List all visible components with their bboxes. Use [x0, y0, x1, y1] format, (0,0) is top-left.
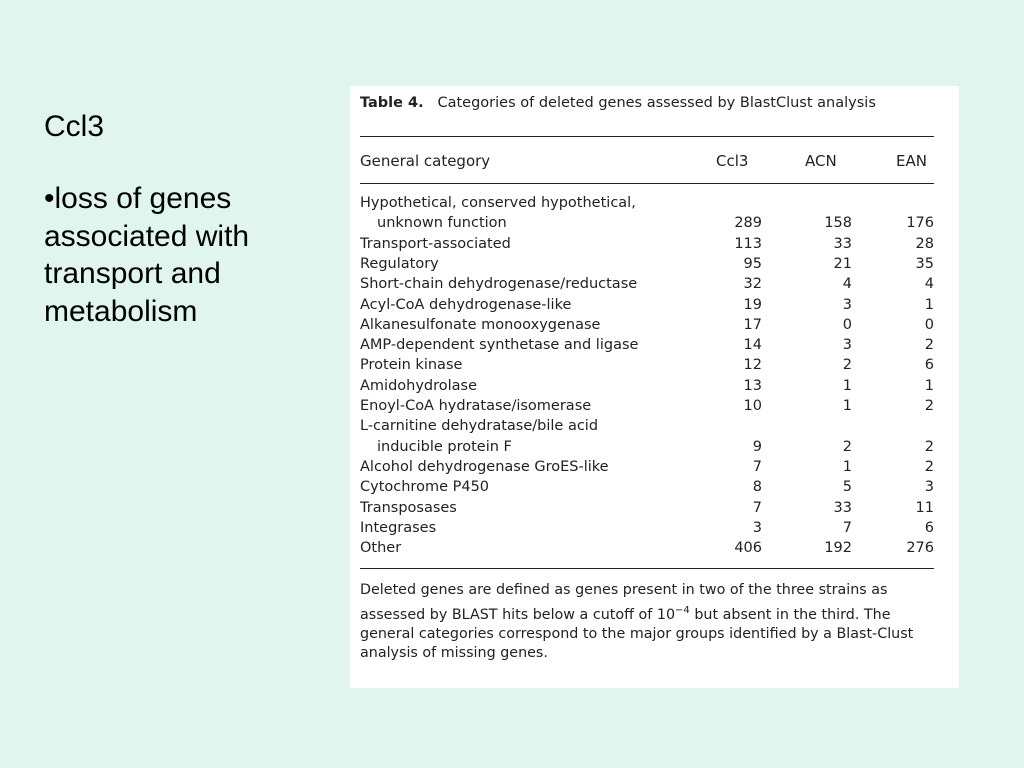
header-category: General category	[360, 152, 491, 170]
ccl3-cell: 17	[743, 316, 762, 333]
ean-cell: 1	[924, 296, 934, 313]
table-row	[360, 398, 934, 418]
ccl3-cell: 406	[734, 540, 762, 557]
category-cell: unknown function	[377, 215, 507, 232]
category-cell: Acyl-CoA dehydrogenase-like	[360, 296, 572, 313]
ccl3-cell: 14	[743, 337, 762, 354]
table-row	[360, 236, 934, 256]
table-row	[360, 276, 934, 296]
ccl3-cell: 113	[734, 235, 762, 252]
acn-cell: 1	[842, 398, 852, 414]
ccl3-cell: 10	[743, 398, 762, 414]
acn-cell: 158	[824, 215, 852, 232]
ccl3-cell: 12	[743, 357, 762, 374]
table-bottom-rule	[360, 568, 934, 569]
header-acn: ACN	[805, 152, 837, 170]
acn-cell: 5	[842, 479, 852, 496]
ean-cell: 2	[924, 398, 934, 414]
header-ccl3: Ccl3	[716, 152, 749, 170]
ean-cell: 276	[906, 540, 934, 557]
table-footnote	[360, 581, 942, 664]
caption-rule	[360, 136, 934, 137]
category-cell: Enoyl-CoA hydratase/isomerase	[360, 398, 592, 414]
category-cell: Hypothetical, conserved hypothetical,	[360, 195, 636, 211]
ean-cell: 6	[924, 519, 934, 536]
category-cell: Other	[360, 540, 402, 557]
ean-cell: 3	[924, 479, 934, 496]
table-label: Table 4.	[360, 95, 424, 111]
acn-cell: 2	[842, 438, 852, 455]
table-row	[360, 459, 934, 479]
ean-cell: 4	[924, 276, 934, 293]
table-caption-text: Categories of deleted genes assessed by BlastClust analysis	[437, 95, 876, 111]
ccl3-cell: 7	[752, 499, 762, 516]
acn-cell: 33	[833, 235, 852, 252]
ccl3-cell: 19	[743, 296, 762, 313]
ccl3-cell: 13	[743, 377, 762, 394]
table-row	[360, 520, 934, 540]
acn-cell: 33	[833, 499, 852, 516]
category-cell: Cytochrome P450	[360, 479, 490, 496]
ccl3-cell: 95	[743, 255, 762, 272]
acn-cell: 0	[842, 316, 852, 333]
category-cell: Transposases	[360, 499, 457, 516]
ean-cell: 1	[924, 377, 934, 394]
table-row	[360, 297, 934, 317]
ean-cell: 2	[924, 337, 934, 354]
acn-cell: 1	[842, 377, 852, 394]
category-cell: L-carnitine dehydratase/bile acid	[360, 418, 599, 435]
acn-cell: 21	[833, 255, 852, 272]
ccl3-cell: 8	[752, 479, 762, 496]
ccl3-cell: 32	[743, 276, 762, 293]
acn-cell: 192	[824, 540, 852, 557]
table-row	[360, 215, 934, 235]
acn-cell: 1	[842, 458, 852, 475]
table-row	[360, 540, 934, 560]
table-row	[360, 439, 934, 459]
category-cell: Amidohydrolase	[360, 377, 478, 394]
ean-cell: 35	[915, 255, 934, 272]
category-cell: Regulatory	[360, 255, 439, 272]
header-rule	[360, 183, 934, 184]
acn-cell: 7	[842, 519, 852, 536]
table-row	[360, 317, 934, 337]
ccl3-cell: 9	[752, 438, 762, 455]
category-cell: Integrases	[360, 519, 437, 536]
table-row	[360, 195, 934, 215]
footnote-exponent: −4	[675, 604, 690, 616]
table-row	[360, 418, 934, 438]
ean-cell: 11	[915, 499, 934, 516]
table-row	[360, 500, 934, 520]
table-panel	[350, 86, 959, 688]
category-cell: Alcohol dehydrogenase GroES-like	[360, 458, 609, 475]
category-cell: Protein kinase	[360, 357, 463, 374]
ccl3-cell: 3	[752, 519, 762, 536]
acn-cell: 3	[842, 296, 852, 313]
footnote-text-end: but absent in the third. The general categories correspond to the major groups identified by a Blast-Clust analysis of missing genes.	[360, 606, 914, 662]
ean-cell: 6	[924, 357, 934, 374]
ean-cell: 2	[924, 438, 934, 455]
slide-title: Ccl3	[44, 110, 105, 143]
header-ean: EAN	[896, 152, 927, 170]
category-cell: Alkanesulfonate monooxygenase	[360, 316, 601, 333]
category-cell: AMP-dependent synthetase and ligase	[360, 337, 639, 354]
category-cell: Transport-associated	[360, 235, 511, 252]
bullet-text: •loss of genes associated with transport and metabolism	[44, 182, 250, 328]
ean-cell: 2	[924, 458, 934, 475]
table-row	[360, 357, 934, 377]
ccl3-cell: 7	[752, 458, 762, 475]
table-row	[360, 337, 934, 357]
table-row	[360, 378, 934, 398]
acn-cell: 3	[842, 337, 852, 354]
table-row	[360, 256, 934, 276]
category-cell: inducible protein F	[377, 438, 512, 455]
table-caption	[360, 94, 940, 113]
acn-cell: 4	[842, 276, 852, 293]
footnote-text: Deleted genes are defined as genes present in two of the three strains as assessed by BLAST hits below a cutoff of 10	[360, 582, 888, 623]
table-row	[360, 479, 934, 499]
acn-cell: 2	[842, 357, 852, 374]
ccl3-cell: 289	[734, 215, 762, 232]
ean-cell: 0	[924, 316, 934, 333]
ean-cell: 176	[906, 215, 934, 232]
category-cell: Short-chain dehydrogenase/reductase	[360, 276, 638, 293]
ean-cell: 28	[915, 235, 934, 252]
